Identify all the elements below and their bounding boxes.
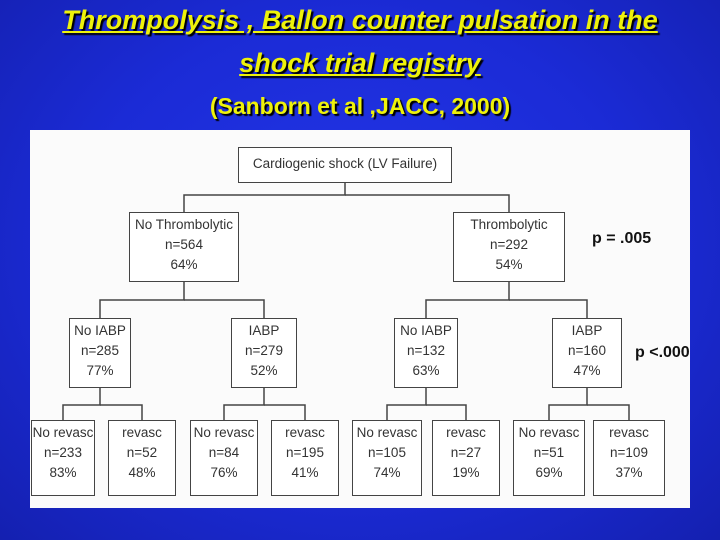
node-label: No revasc bbox=[193, 425, 255, 440]
node-revasc-4 bbox=[593, 420, 665, 496]
node-n: n=160 bbox=[568, 343, 606, 358]
node-label: revasc bbox=[609, 425, 649, 440]
p-value-thrombolytic: p = .005 bbox=[592, 230, 652, 247]
node-no-revasc-2 bbox=[190, 420, 258, 496]
node-label: No IABP bbox=[74, 323, 126, 338]
node-no-iabp-right bbox=[394, 318, 458, 388]
p-value-iabp: p <.000 bbox=[635, 344, 690, 361]
node-iabp-right bbox=[552, 318, 622, 388]
node-n: n=285 bbox=[81, 343, 119, 358]
node-pct: 77% bbox=[86, 363, 114, 378]
node-pct: 37% bbox=[615, 465, 643, 480]
node-pct: 19% bbox=[452, 465, 480, 480]
node-no-iabp-left bbox=[69, 318, 131, 388]
node-no-thrombolytic bbox=[129, 212, 239, 282]
node-pct: 52% bbox=[250, 363, 278, 378]
node-label: No IABP bbox=[400, 323, 452, 338]
node-revasc-3 bbox=[432, 420, 500, 496]
node-pct: 54% bbox=[495, 257, 523, 272]
node-n: n=132 bbox=[407, 343, 445, 358]
node-pct: 41% bbox=[291, 465, 319, 480]
title-line-2: shock trial registry bbox=[239, 48, 481, 78]
node-thrombolytic bbox=[453, 212, 565, 282]
node-revasc-1 bbox=[108, 420, 176, 496]
node-n: n=84 bbox=[208, 445, 240, 460]
node-label: Thrombolytic bbox=[470, 217, 548, 232]
node-label: revasc bbox=[446, 425, 486, 440]
node-pct: 63% bbox=[412, 363, 440, 378]
citation-subtitle: (Sanborn et al ,JACC, 2000) bbox=[209, 93, 511, 119]
node-label: revasc bbox=[285, 425, 325, 440]
node-cardiogenic-shock bbox=[238, 147, 452, 183]
node-pct: 69% bbox=[535, 465, 563, 480]
node-label: Cardiogenic shock (LV Failure) bbox=[252, 156, 438, 171]
node-pct: 64% bbox=[170, 257, 198, 272]
node-n: n=109 bbox=[610, 445, 648, 460]
node-label: revasc bbox=[122, 425, 162, 440]
node-n: n=52 bbox=[126, 445, 158, 460]
node-label: No revasc bbox=[32, 425, 94, 440]
node-label: No Thrombolytic bbox=[134, 217, 234, 232]
node-n: n=292 bbox=[490, 237, 528, 252]
node-n: n=27 bbox=[450, 445, 482, 460]
node-pct: 76% bbox=[210, 465, 238, 480]
node-pct: 74% bbox=[373, 465, 401, 480]
node-n: n=564 bbox=[165, 237, 203, 252]
node-n: n=195 bbox=[286, 445, 324, 460]
node-label: IABP bbox=[248, 323, 280, 338]
node-label: IABP bbox=[571, 323, 603, 338]
node-pct: 47% bbox=[573, 363, 601, 378]
node-pct: 83% bbox=[49, 465, 77, 480]
node-label: No revasc bbox=[518, 425, 580, 440]
node-iabp-left bbox=[231, 318, 297, 388]
flowchart-figure bbox=[30, 130, 690, 508]
node-pct: 48% bbox=[128, 465, 156, 480]
title-line-1: Thrompolysis , Ballon counter pulsation in the bbox=[62, 5, 658, 35]
node-n: n=279 bbox=[245, 343, 283, 358]
node-revasc-2 bbox=[271, 420, 339, 496]
node-n: n=105 bbox=[368, 445, 406, 460]
node-no-revasc-4 bbox=[513, 420, 585, 496]
node-no-revasc-1 bbox=[31, 420, 95, 496]
node-no-revasc-3 bbox=[352, 420, 422, 496]
node-n: n=233 bbox=[44, 445, 82, 460]
node-n: n=51 bbox=[533, 445, 565, 460]
node-label: No revasc bbox=[356, 425, 418, 440]
